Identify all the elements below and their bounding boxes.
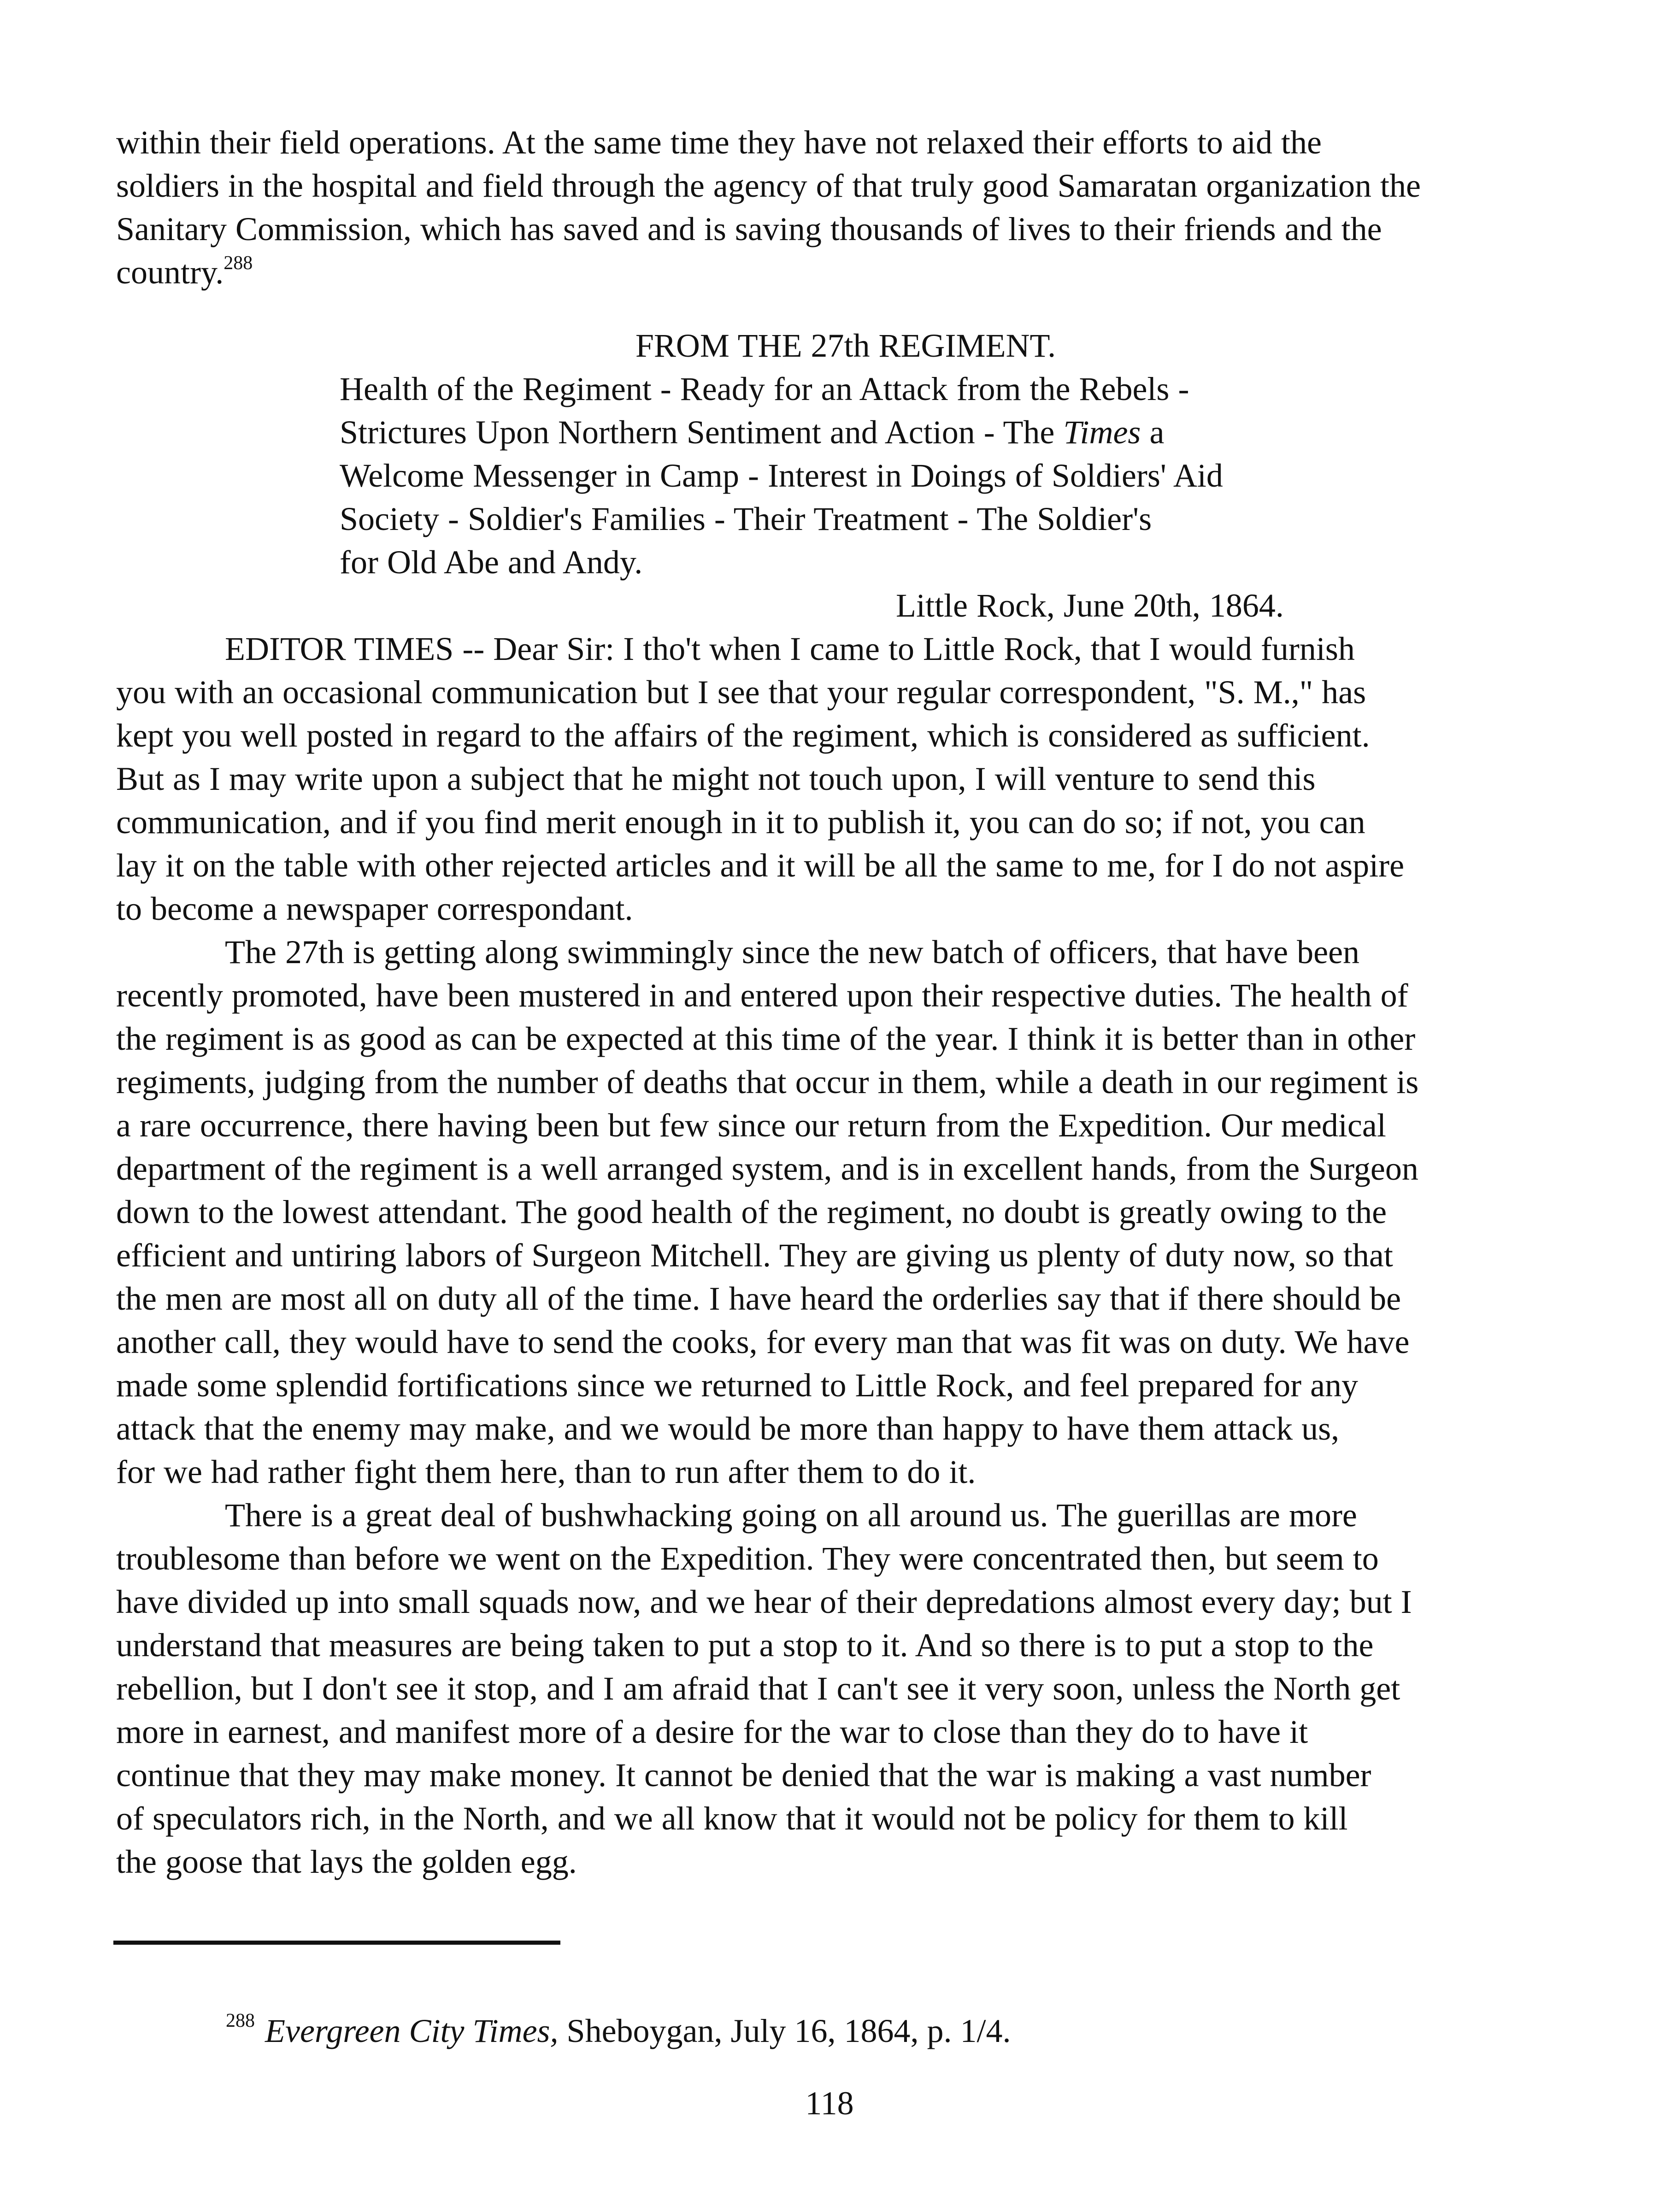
- page-number: 118: [805, 2085, 854, 2122]
- paragraph-line: attack that the enemy may make, and we would be more than happy to have them attack us,: [116, 1410, 1340, 1447]
- paragraph-line: have divided up into small squads now, and we hear of their depredations almost every day; but I: [116, 1583, 1412, 1620]
- paragraph-line: to become a newspaper correspondant.: [116, 890, 633, 927]
- paragraph-line: communication, and if you find merit enough in it to publish it, you can do so; if not, you can: [116, 804, 1365, 841]
- subheading-text: Strictures Upon Northern Sentiment and Action - The: [340, 414, 1064, 451]
- paragraph-line: The 27th is getting along swimmingly since the new batch of officers, that have been: [225, 934, 1360, 971]
- footnote-citation: Sheboygan, July 16, 1864, p. 1/4.: [558, 2012, 1011, 2049]
- article-heading: FROM THE 27th REGIMENT.: [635, 327, 1056, 364]
- paragraph-line-last: [116, 251, 1554, 294]
- subheading-line: Health of the Regiment - Ready for an Attack from the Rebels -: [340, 371, 1189, 407]
- subheading-text: a: [1141, 414, 1165, 451]
- paragraph-line: lay it on the table with other rejected articles and it will be all the same to me, for I do not aspire: [116, 847, 1405, 884]
- paragraph-line: recently promoted, have been mustered in and entered upon their respective duties. The health of: [116, 977, 1408, 1014]
- article-subheading: [340, 367, 1400, 584]
- paragraph-line: another call, they would have to send the cooks, for every man that was fit was on duty. We have: [116, 1324, 1410, 1360]
- subheading-italic-title: Times: [1063, 414, 1141, 451]
- paragraph-line: within their field operations. At the same time they have not relaxed their efforts to aid the: [116, 124, 1322, 161]
- paragraph-line: But as I may write upon a subject that he might not touch upon, I will venture to send this: [116, 760, 1316, 797]
- paragraph-line: more in earnest, and manifest more of a desire for the war to close than they do to have it: [116, 1713, 1308, 1750]
- paragraph-line: department of the regiment is a well arranged system, and is in excellent hands, from the Surgeon: [116, 1150, 1418, 1187]
- paragraph-line: efficient and untiring labors of Surgeon Mitchell. They are giving us plenty of duty now, so that: [116, 1237, 1393, 1274]
- paragraph-line: regiments, judging from the number of deaths that occur in them, while a death in our regiment is: [116, 1064, 1419, 1100]
- footnote: [226, 2009, 1011, 2053]
- paragraph-line: rebellion, but I don't see it stop, and I am afraid that I can't see it very soon, unless the North get: [116, 1670, 1400, 1707]
- paragraph-line: made some splendid fortifications since we returned to Little Rock, and feel prepared for any: [116, 1367, 1359, 1404]
- paragraph-line: down to the lowest attendant. The good health of the regiment, no doubt is greatly owing to the: [116, 1194, 1387, 1230]
- letter-paragraph-2: [116, 930, 1554, 1494]
- paragraph-line: a rare occurrence, there having been but few since our return from the Expedition. Our medical: [116, 1107, 1386, 1144]
- subheading-line: Welcome Messenger in Camp - Interest in Doings of Soldiers' Aid: [340, 457, 1223, 494]
- footnote-reference: 288: [224, 253, 253, 274]
- paragraph-line: There is a great deal of bushwhacking going on all around us. The guerillas are more: [225, 1497, 1357, 1534]
- paragraph-line: the regiment is as good as can be expected at this time of the year. I think it is better than in other: [116, 1020, 1416, 1057]
- paragraph-line: soldiers in the hospital and field through the agency of that truly good Samaratan organization the: [116, 167, 1421, 204]
- paragraph-line: you with an occasional communication but I see that your regular correspondent, "S. M.," has: [116, 674, 1366, 711]
- paragraph-line: understand that measures are being taken to put a stop to it. And so there is to put a stop to the: [116, 1627, 1374, 1664]
- paragraph-line: continue that they may make money. It cannot be denied that the war is making a vast number: [116, 1757, 1371, 1794]
- letter-paragraph-3: [116, 1494, 1554, 1883]
- dateline: Little Rock, June 20th, 1864.: [896, 587, 1284, 624]
- paragraph-line: the men are most all on duty all of the time. I have heard the orderlies say that if there should be: [116, 1280, 1401, 1317]
- paragraph-line: kept you well posted in regard to the affairs of the regiment, which is considered as sufficient.: [116, 717, 1370, 754]
- footnote-separator: [113, 1941, 560, 1945]
- paragraph-line: Sanitary Commission, which has saved and is saving thousands of lives to their friends and the: [116, 211, 1382, 247]
- opening-paragraph: [116, 121, 1554, 294]
- footnote-number: 288: [226, 2010, 255, 2031]
- paragraph-line: the goose that lays the golden egg.: [116, 1843, 577, 1880]
- paragraph-line: troublesome than before we went on the Expedition. They were concentrated then, but seem to: [116, 1540, 1379, 1577]
- footnote-source-title: Evergreen City Times,: [265, 2012, 559, 2049]
- paragraph-line: for we had rather fight them here, than to run after them to do it.: [116, 1453, 976, 1490]
- subheading-line: [340, 411, 1400, 454]
- subheading-line: for Old Abe and Andy.: [340, 544, 643, 581]
- paragraph-line-text: country.: [116, 254, 224, 291]
- subheading-line: Society - Soldier's Families - Their Treatment - The Soldier's: [340, 500, 1152, 537]
- letter-paragraph-1: [116, 627, 1554, 930]
- paragraph-line: of speculators rich, in the North, and we all know that it would not be policy for them to kill: [116, 1800, 1348, 1837]
- paragraph-line: EDITOR TIMES -- Dear Sir: I tho't when I came to Little Rock, that I would furnish: [225, 630, 1355, 667]
